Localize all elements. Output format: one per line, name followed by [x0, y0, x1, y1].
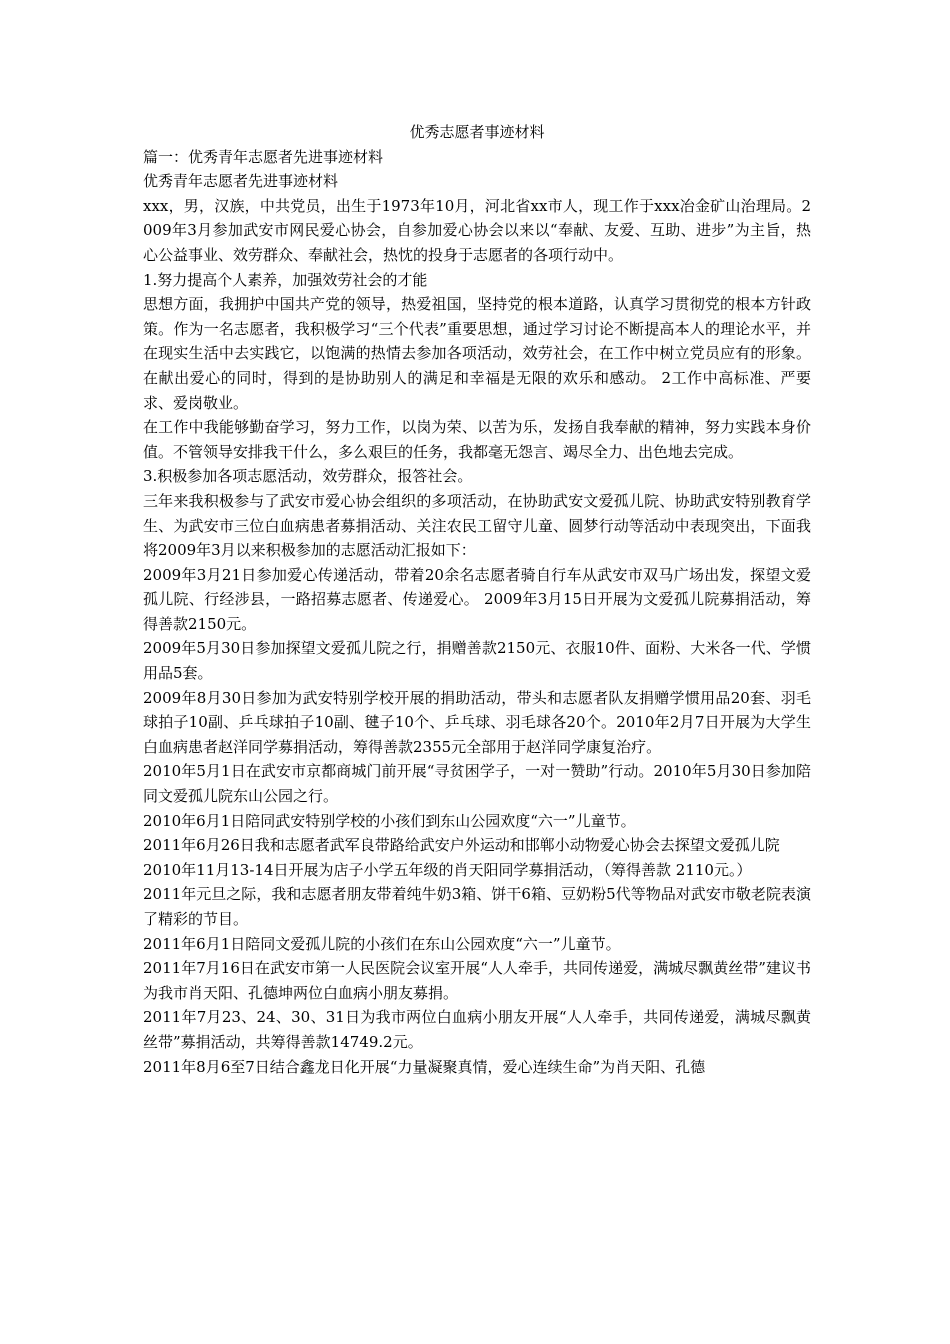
- document-paragraph: 篇一：优秀青年志愿者先进事迹材料: [143, 147, 384, 166]
- document-title: 优秀志愿者事迹材料: [409, 123, 545, 141]
- document-paragraph: 2011年7月16日在武安市第一人民医院会议室开展“人人牵手，共同传递爱，满城尽飘黄丝带”建议书为我市肖天阳、孔德坤两位白血病小朋友募捐。: [143, 959, 811, 1002]
- document-paragraph: 1.努力提高个人素养，加强效劳社会的才能: [143, 270, 428, 289]
- document-paragraph: 思想方面，我拥护中国共产党的领导，热爱祖国，坚持党的根本道路，认真学习贯彻党的根本方针政策。作为一名志愿者，我积极学习“三个代表”重要思想，通过学习讨论不断提高本人的理论水平，并在现实生活中去实践它，以饱满的热情去参加各项活动，效劳社会，在工作中树立党员应有的形象。在献出爱心的同时，得到的是协助别人的满足和幸福是无限的欢乐和感动。 2工作中高标准、严要求、爱岗敬业。: [143, 295, 811, 412]
- document-paragraph: 2011年6月26日我和志愿者武军良带路给武安户外运动和邯郸小动物爱心协会去探望文爱孤儿院: [143, 836, 780, 855]
- document-paragraph: 2011年7月23、24、30、31日为我市两位白血病小朋友开展“人人牵手，共同传递爱，满城尽飘黄丝带”募捐活动，共筹得善款14749.2元。: [143, 1008, 811, 1051]
- document-paragraph: 2010年5月1日在武安市京都商城门前开展“寻贫困学子，一对一赞助”行动。2010年5月30日参加陪同文爱孤儿院东山公园之行。: [143, 762, 811, 806]
- document-paragraph: 优秀青年志愿者先进事迹材料: [143, 172, 339, 191]
- document-paragraph: 2009年5月30日参加探望文爱孤儿院之行，捐赠善款2150元、衣服10件、面粉、大米各一代、学惯用品5套。: [143, 639, 811, 683]
- document-paragraph: 在工作中我能够勤奋学习，努力工作，以岗为荣、以苦为乐，发扬自我奉献的精神，努力实践本身价值。不管领导安排我干什么，多么艰巨的任务，我都毫无怨言、竭尽全力、出色地去完成。: [143, 418, 811, 461]
- document-paragraph: 2010年6月1日陪同武安特别学校的小孩们到东山公园欢度“六一”儿童节。: [143, 811, 636, 830]
- document-paragraph: 2009年8月30日参加为武安特别学校开展的捐助活动，带头和志愿者队友捐赠学惯用品20套、羽毛球拍子10副、乒乓球拍子10副、毽子10个、乒乓球、羽毛球各20个。2010年2月7日开展为大学生白血病患者赵洋同学募捐活动，筹得善款2355元全部用于赵洋同学康复治疗。: [143, 688, 811, 756]
- document-paragraph: 2009年3月21日参加爱心传递活动，带着20余名志愿者骑自行车从武安市双马广场出发，探望文爱孤儿院、行经涉县，一路招募志愿者、传递爱心。 2009年3月15日开展为文爱孤儿院募捐活动，筹得善款2150元。: [143, 565, 811, 633]
- document-paragraph: 三年来我积极参与了武安市爱心协会组织的多项活动，在协助武安文爱孤儿院、协助武安特别教育学生、为武安市三位白血病患者募捐活动、关注农民工留守儿童、圆梦行动等活动中表现突出，下面我将2009年3月以来积极参加的志愿活动汇报如下：: [143, 491, 811, 560]
- document-paragraph: 2011年8月6至7日结合鑫龙日化开展“力量凝聚真情，爱心连续生命”为肖天阳、孔德: [143, 1057, 706, 1076]
- document-paragraph: 2011年6月1日陪同文爱孤儿院的小孩们在东山公园欢度“六一”儿童节。: [143, 934, 621, 953]
- document-paragraph: 3.积极参加各项志愿活动，效劳群众，报答社会。: [143, 467, 473, 486]
- document-page: [143, 120, 811, 1079]
- document-paragraph: xxx，男，汉族，中共党员，出生于1973年10月，河北省xx市人，现工作于xxx冶金矿山治理局。2009年3月参加武安市网民爱心协会，自参加爱心协会以来以“奉献、友爱、互助、进步”为主旨，热心公益事业、效劳群众、奉献社会，热忱的投身于志愿者的各项行动中。: [143, 196, 811, 264]
- document-paragraph: 2011年元旦之际，我和志愿者朋友带着纯牛奶3箱、饼干6箱、豆奶粉5代等物品对武安市敬老院表演了精彩的节目。: [143, 885, 811, 928]
- document-paragraph: 2010年11月13-14日开展为店子小学五年级的肖天阳同学募捐活动，（筹得善款 2110元。）: [143, 860, 752, 879]
